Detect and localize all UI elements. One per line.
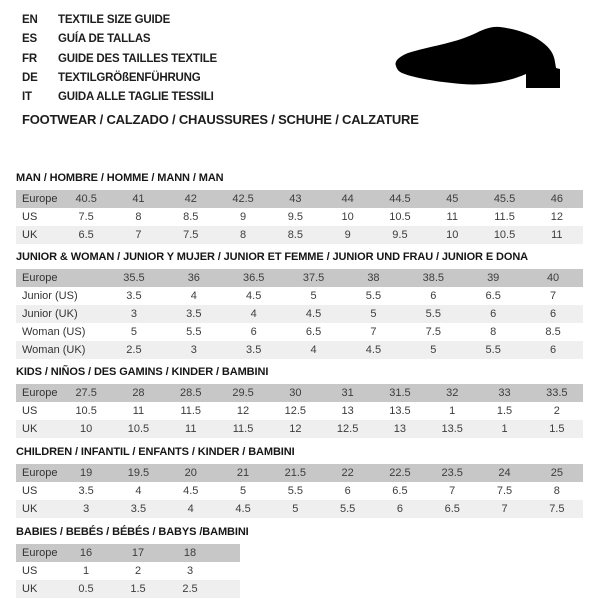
language-code: IT: [22, 91, 32, 104]
size-cell: 1.5: [112, 580, 164, 598]
size-cell: 4: [284, 341, 344, 359]
size-table-section-kids: [16, 366, 583, 438]
size-cell: 8: [463, 323, 523, 341]
size-cell: 6.5: [60, 226, 112, 244]
size-cell: 5: [284, 287, 344, 305]
table-row: [16, 482, 583, 500]
size-cell: 7.5: [478, 482, 530, 500]
size-cell: 40.5: [60, 190, 112, 208]
size-cell: 7.5: [60, 208, 112, 226]
size-cell: 6: [224, 323, 284, 341]
size-cell: 27.5: [60, 384, 112, 402]
size-table-section-babies: [16, 526, 249, 598]
size-table-section-children: [16, 446, 583, 518]
table-title: JUNIOR & WOMAN / JUNIOR Y MUJER / JUNIOR ET FEMME / JUNIOR UND FRAU / JUNIOR E DONA: [16, 251, 529, 263]
size-cell: 10: [321, 208, 373, 226]
size-cell: 3.5: [60, 482, 112, 500]
row-label: US: [16, 482, 60, 500]
size-cell: 17: [112, 544, 164, 562]
table-title: BABIES / BEBÉS / BÉBÉS / BABYS /BAMBINI: [16, 526, 249, 538]
size-cell: 12.5: [269, 402, 321, 420]
language-list: [22, 11, 217, 107]
size-cell: 6: [463, 305, 523, 323]
table-row: [16, 420, 583, 438]
size-cell: 18: [164, 544, 216, 562]
size-cell: 10.5: [374, 208, 426, 226]
size-cell: 4: [112, 482, 164, 500]
size-cell: 1: [60, 562, 112, 580]
row-label: Junior (US): [16, 287, 104, 305]
size-cell: 3.5: [164, 305, 224, 323]
size-cell: 45.5: [478, 190, 530, 208]
filler-cell: [216, 544, 240, 562]
size-cell: 19: [60, 464, 112, 482]
size-cell: 5: [104, 323, 164, 341]
size-cell: 12: [531, 208, 583, 226]
size-cell: 4: [164, 287, 224, 305]
size-cell: 6.5: [426, 500, 478, 518]
size-cell: 21: [217, 464, 269, 482]
size-cell: 4.5: [284, 305, 344, 323]
size-cell: 42.5: [217, 190, 269, 208]
size-cell: 3: [164, 341, 224, 359]
size-cell: 5.5: [344, 287, 404, 305]
size-cell: 8: [112, 208, 164, 226]
language-code: EN: [22, 14, 38, 26]
size-cell: 6: [374, 500, 426, 518]
size-cell: 41: [112, 190, 164, 208]
filler-cell: [216, 562, 240, 580]
size-cell: 35.5: [104, 269, 164, 287]
size-cell: 5: [269, 500, 321, 518]
table-row: [16, 402, 583, 420]
size-cell: 5: [217, 482, 269, 500]
size-cell: 21.5: [269, 464, 321, 482]
size-cell: 8: [217, 226, 269, 244]
size-cell: 33.5: [531, 384, 583, 402]
size-cell: 10.5: [478, 226, 530, 244]
table-row: [16, 500, 583, 518]
size-cell: 7: [426, 482, 478, 500]
size-cell: 10: [60, 420, 112, 438]
size-cell: 11: [531, 226, 583, 244]
size-cell: 7: [523, 287, 583, 305]
size-cell: 1: [478, 420, 530, 438]
size-cell: 23.5: [426, 464, 478, 482]
language-code: DE: [22, 71, 38, 84]
table-row: [16, 190, 583, 208]
language-label: TEXTILGRÖßENFÜHRUNG: [58, 71, 201, 84]
language-row-de: [22, 69, 217, 88]
row-label: UK: [16, 420, 60, 438]
size-cell: 22: [321, 464, 373, 482]
size-cell: 9: [321, 226, 373, 244]
table-row: [16, 544, 240, 562]
size-cell: 9: [217, 208, 269, 226]
table-title: MAN / HOMBRE / HOMME / MANN / MAN: [16, 172, 224, 184]
size-cell: 11.5: [165, 402, 217, 420]
size-cell: 12: [217, 402, 269, 420]
row-label: Europe: [16, 384, 60, 402]
size-table-section-junior-woman: [16, 251, 583, 359]
row-label: UK: [16, 500, 60, 518]
size-cell: 37.5: [284, 269, 344, 287]
size-cell: 20: [165, 464, 217, 482]
size-cell: 30: [269, 384, 321, 402]
size-cell: 2.5: [104, 341, 164, 359]
size-cell: 31: [321, 384, 373, 402]
size-cell: 5: [403, 341, 463, 359]
language-row-it: [22, 88, 217, 107]
size-cell: 6: [523, 305, 583, 323]
row-label: Europe: [16, 269, 104, 287]
size-cell: 6: [523, 341, 583, 359]
language-code: ES: [22, 33, 37, 46]
size-cell: 12: [269, 420, 321, 438]
size-cell: 11: [112, 402, 164, 420]
size-cell: 7: [112, 226, 164, 244]
size-cell: 24: [478, 464, 530, 482]
size-cell: 5.5: [403, 305, 463, 323]
size-cell: 8.5: [165, 208, 217, 226]
size-cell: 6.5: [284, 323, 344, 341]
size-cell: 45: [426, 190, 478, 208]
size-cell: 2: [112, 562, 164, 580]
size-cell: 31.5: [374, 384, 426, 402]
table-row: [16, 464, 583, 482]
row-label: UK: [16, 580, 60, 598]
size-cell: 10.5: [60, 402, 112, 420]
table-title: KIDS / NIÑOS / DES GAMINS / KINDER / BAMBINI: [16, 366, 269, 378]
size-cell: 4.5: [217, 500, 269, 518]
size-cell: 33: [478, 384, 530, 402]
language-label: GUÍA DE TALLAS: [58, 33, 151, 46]
table-row: [16, 226, 583, 244]
size-cell: 38: [344, 269, 404, 287]
language-code: FR: [22, 52, 37, 65]
size-cell: 8: [531, 482, 583, 500]
size-cell: 7.5: [165, 226, 217, 244]
size-cell: 7: [344, 323, 404, 341]
size-cell: 3.5: [104, 287, 164, 305]
row-label: US: [16, 562, 60, 580]
size-cell: 13.5: [374, 402, 426, 420]
size-cell: 28.5: [165, 384, 217, 402]
size-cell: 11.5: [217, 420, 269, 438]
size-cell: 7: [478, 500, 530, 518]
table-row: [16, 287, 583, 305]
size-table-section-man: [16, 172, 583, 244]
table-row: [16, 562, 240, 580]
size-cell: 43: [269, 190, 321, 208]
size-cell: 4.5: [344, 341, 404, 359]
size-cell: 11: [165, 420, 217, 438]
row-label: US: [16, 402, 60, 420]
size-cell: 3.5: [112, 500, 164, 518]
size-cell: 2: [531, 402, 583, 420]
table-row: [16, 384, 583, 402]
language-row-es: [22, 30, 217, 49]
size-cell: 11.5: [478, 208, 530, 226]
size-cell: 4.5: [224, 287, 284, 305]
size-cell: 13.5: [426, 420, 478, 438]
row-label: Europe: [16, 190, 60, 208]
size-cell: 10: [426, 226, 478, 244]
language-label: GUIDA ALLE TAGLIE TESSILI: [58, 91, 214, 104]
size-cell: 6.5: [463, 287, 523, 305]
size-cell: 1: [426, 402, 478, 420]
size-cell: 4: [165, 500, 217, 518]
size-cell: 36: [164, 269, 224, 287]
filler-cell: [216, 580, 240, 598]
size-cell: 3: [164, 562, 216, 580]
size-cell: 11: [426, 208, 478, 226]
size-cell: 3.5: [224, 341, 284, 359]
size-cell: 28: [112, 384, 164, 402]
size-cell: 40: [523, 269, 583, 287]
language-label: GUIDE DES TAILLES TEXTILE: [58, 52, 217, 65]
size-cell: 7.5: [403, 323, 463, 341]
size-cell: 5.5: [321, 500, 373, 518]
row-label: US: [16, 208, 60, 226]
size-cell: 44.5: [374, 190, 426, 208]
row-label: UK: [16, 226, 60, 244]
size-cell: 1.5: [478, 402, 530, 420]
table-row: [16, 323, 583, 341]
size-cell: 8.5: [269, 226, 321, 244]
size-cell: 4: [224, 305, 284, 323]
size-cell: 6: [403, 287, 463, 305]
size-cell: 3: [104, 305, 164, 323]
size-cell: 16: [60, 544, 112, 562]
size-cell: 9.5: [374, 226, 426, 244]
size-cell: 3: [60, 500, 112, 518]
size-cell: 5: [344, 305, 404, 323]
size-table-man: [16, 190, 583, 244]
size-table-junior-woman: [16, 269, 583, 359]
size-cell: 38.5: [403, 269, 463, 287]
table-row: [16, 269, 583, 287]
size-cell: 12.5: [321, 420, 373, 438]
size-cell: 4.5: [165, 482, 217, 500]
table-title: CHILDREN / INFANTIL / ENFANTS / KINDER / BAMBINI: [16, 446, 295, 458]
size-cell: 0.5: [60, 580, 112, 598]
size-cell: 32: [426, 384, 478, 402]
size-table-babies: [16, 544, 240, 598]
size-cell: 39: [463, 269, 523, 287]
size-cell: 13: [321, 402, 373, 420]
language-label: TEXTILE SIZE GUIDE: [58, 14, 171, 26]
category-heading: FOOTWEAR / CALZADO / CHAUSSURES / SCHUHE / CALZATURE: [22, 112, 419, 127]
table-row: [16, 305, 583, 323]
table-row: [16, 341, 583, 359]
size-cell: 6: [321, 482, 373, 500]
size-cell: 5.5: [463, 341, 523, 359]
size-cell: 42: [165, 190, 217, 208]
size-cell: 5.5: [269, 482, 321, 500]
row-label: Junior (UK): [16, 305, 104, 323]
size-cell: 25: [531, 464, 583, 482]
size-cell: 10.5: [112, 420, 164, 438]
size-cell: 7.5: [531, 500, 583, 518]
shoe-icon: [390, 22, 574, 94]
row-label: Woman (US): [16, 323, 104, 341]
size-cell: 6.5: [374, 482, 426, 500]
size-cell: 1.5: [531, 420, 583, 438]
row-label: Europe: [16, 544, 60, 562]
size-table-children: [16, 464, 583, 518]
size-cell: 19.5: [112, 464, 164, 482]
language-row-en: [22, 11, 217, 30]
language-row-fr: [22, 50, 217, 69]
row-label: Woman (UK): [16, 341, 104, 359]
table-row: [16, 580, 240, 598]
size-cell: 5.5: [164, 323, 224, 341]
size-cell: 46: [531, 190, 583, 208]
size-cell: 8.5: [523, 323, 583, 341]
size-cell: 44: [321, 190, 373, 208]
size-cell: 9.5: [269, 208, 321, 226]
size-cell: 36.5: [224, 269, 284, 287]
size-cell: 13: [374, 420, 426, 438]
size-table-kids: [16, 384, 583, 438]
row-label: Europe: [16, 464, 60, 482]
size-cell: 22.5: [374, 464, 426, 482]
size-cell: 29.5: [217, 384, 269, 402]
table-row: [16, 208, 583, 226]
size-cell: 2.5: [164, 580, 216, 598]
